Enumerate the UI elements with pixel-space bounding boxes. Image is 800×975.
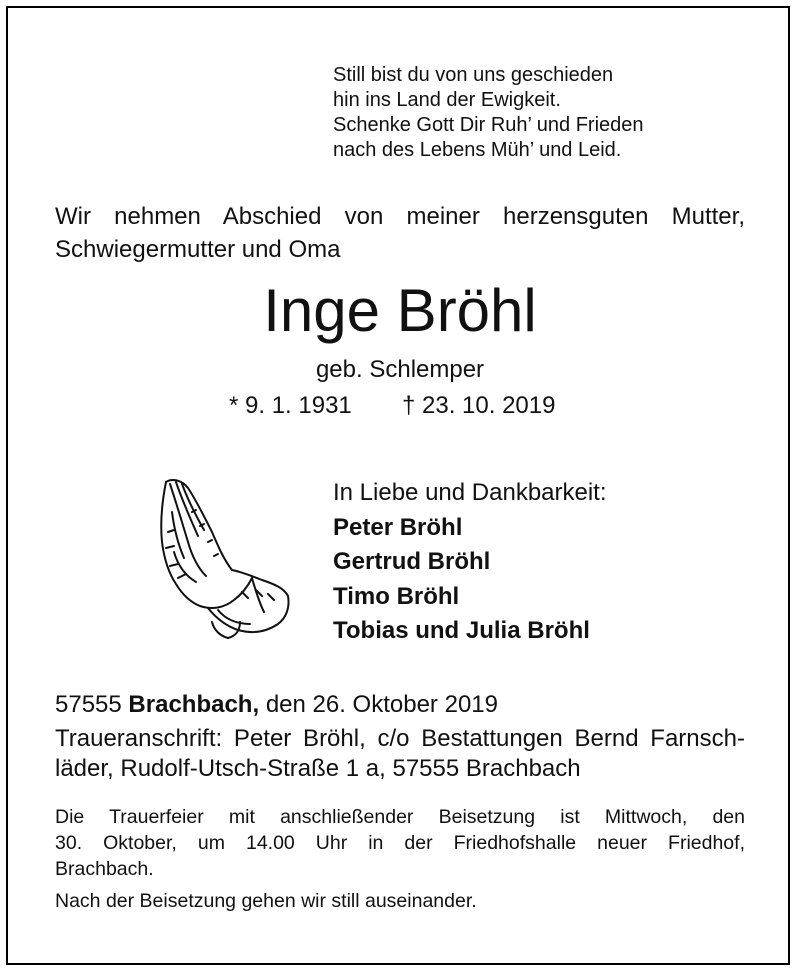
family-heading: In Liebe und Dankbarkeit: (333, 479, 607, 506)
intro-line-1: Wir nehmen Abschied von meiner herzensguten Mutter, (55, 203, 745, 230)
family-member: Timo Bröhl (333, 582, 460, 610)
place-date (55, 690, 498, 720)
birth-name: geb. Schlemper (315, 356, 485, 383)
family-member: Peter Bröhl (333, 513, 463, 541)
poem-line: Schenke Gott Dir Ruh’ und Frieden (333, 114, 644, 136)
intro-text (55, 200, 745, 266)
intro-line-2: Schwiegermutter und Oma (55, 236, 341, 263)
mourning-address (55, 724, 745, 784)
letter-date: den 26. Oktober 2019 (265, 691, 498, 718)
family-block (333, 476, 607, 649)
poem-line: nach des Lebens Müh’ und Leid. (333, 139, 622, 161)
address-line-2: läder, Rudolf-Utsch-Straße 1 a, 57555 Brachbach (55, 755, 581, 782)
family-member: Gertrud Bröhl (333, 548, 491, 575)
town: Brachbach, (128, 691, 260, 718)
zip-code: 57555 (55, 691, 122, 718)
poem-line: Still bist du von uns geschieden (333, 64, 614, 86)
address-line-1: Traueranschrift: Peter Bröhl, c/o Bestattungen Bernd Farnsch- (55, 725, 745, 752)
deceased-name: Inge Bröhl (263, 277, 537, 344)
closing-note: Nach der Beisetzung gehen wir still auseinander. (55, 890, 477, 912)
service-line-3: Brachbach. (55, 858, 154, 880)
service-info (55, 804, 745, 882)
poem (333, 63, 644, 163)
birth-date: * 9. 1. 1931 (229, 392, 352, 419)
service-line-2: 30. Oktober, um 14.00 Uhr in der Friedhofshalle neuer Friedhof, (55, 832, 745, 854)
death-date: † 23. 10. 2019 (402, 392, 556, 419)
poem-line: hin ins Land der Ewigkeit. (333, 89, 561, 111)
praying-hands-icon (152, 472, 292, 640)
family-member: Tobias und Julia Bröhl (333, 617, 590, 644)
service-line-1: Die Trauerfeier mit anschließender Beisetzung ist Mittwoch, den (55, 806, 745, 828)
